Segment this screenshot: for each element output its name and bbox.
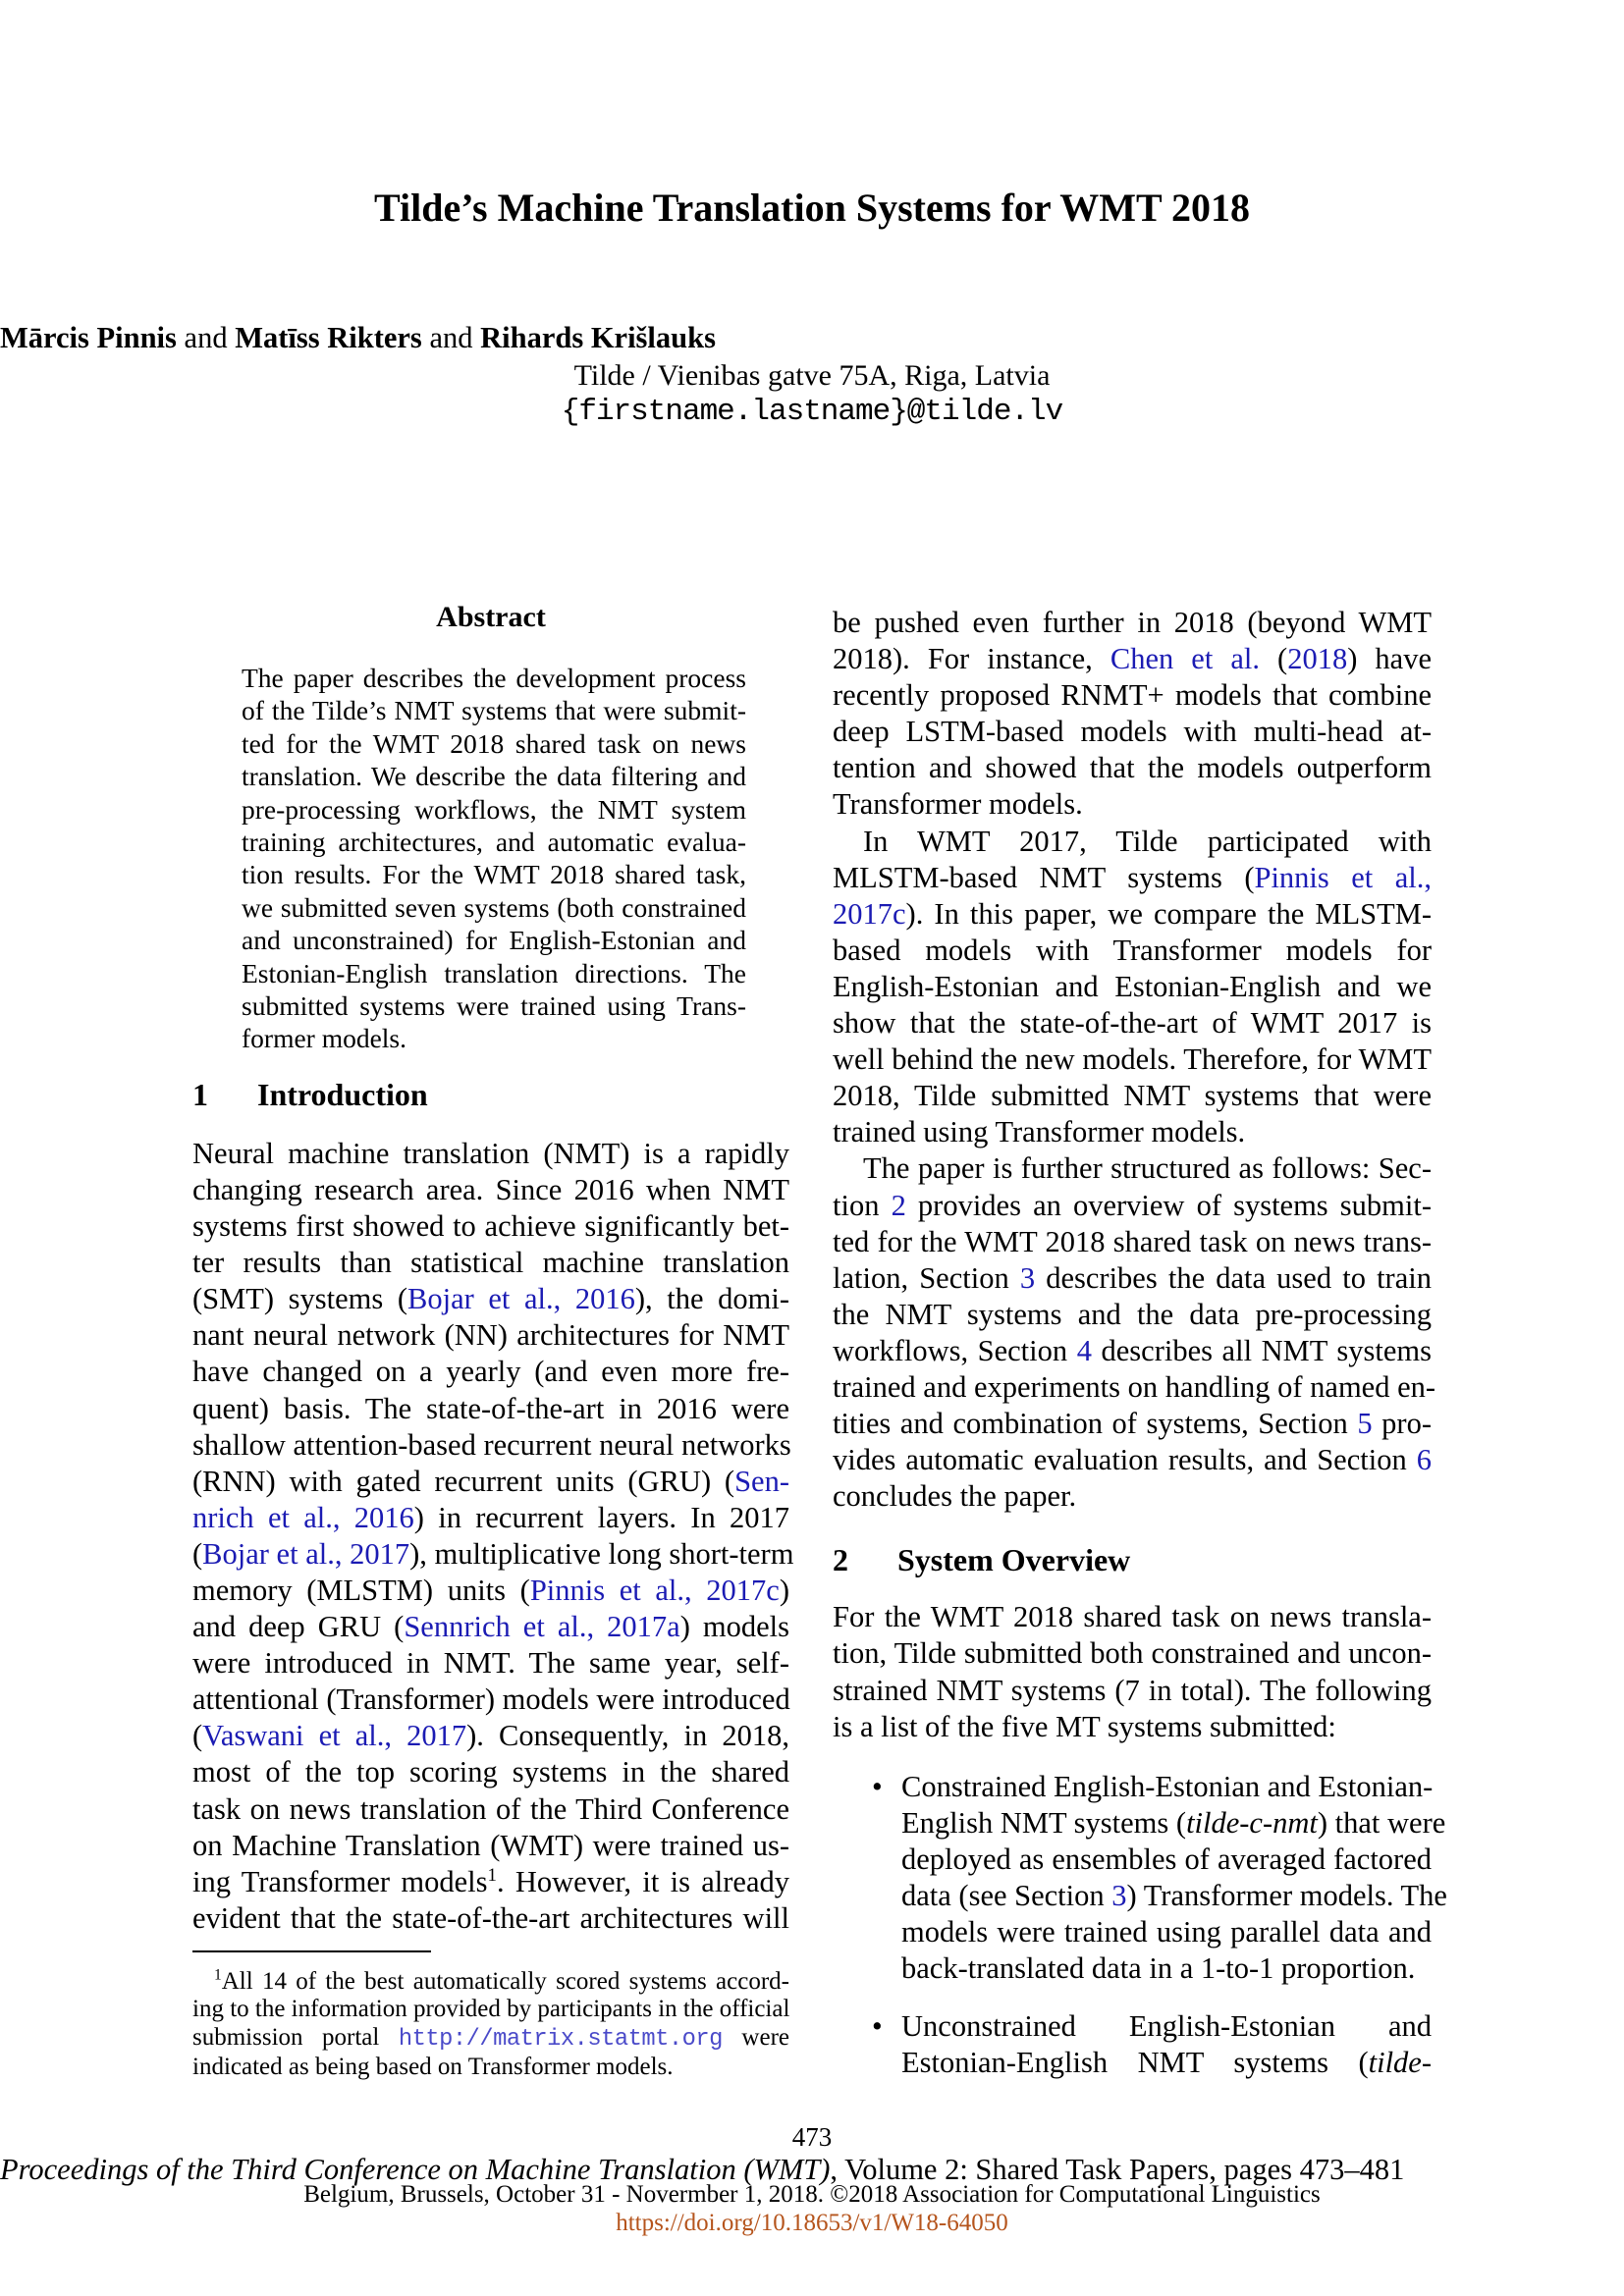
text-line: tention and showed that the models outperform bbox=[833, 751, 1432, 785]
text-line: tities and combination of systems, Section 5 pro- bbox=[833, 1407, 1432, 1441]
citation-link[interactable]: nrich et al., 2016 bbox=[192, 1500, 414, 1534]
text-line: lation, Section 3 describes the data used to train bbox=[833, 1260, 1432, 1295]
text-line: memory (MLSTM) units (Pinnis et al., 2017c) bbox=[192, 1574, 789, 1607]
email-address: {firstname.lastname}@tilde.lv bbox=[561, 395, 1063, 429]
citation-link[interactable]: Sennrich et al., 2017a bbox=[404, 1610, 680, 1644]
text-line: Estonian-English NMT systems (tilde- bbox=[901, 2046, 1432, 2080]
text-line: nrich et al., 2016) in recurrent layers. In 2017 bbox=[192, 1500, 789, 1534]
citation-link[interactable]: Sen- bbox=[734, 1464, 789, 1498]
text-line: trained using Transformer models. bbox=[833, 1115, 1246, 1149]
text-line: ted for the WMT 2018 shared task on news trans- bbox=[833, 1224, 1432, 1258]
text-line: 2018, Tilde submitted NMT systems that were bbox=[833, 1079, 1432, 1113]
text-line: of the Tilde’s NMT systems that were submit- bbox=[242, 695, 746, 726]
section-number: 2 bbox=[833, 1542, 848, 1578]
text-line: English NMT systems (tilde-c-nmt) that were bbox=[901, 1805, 1446, 1840]
text-line: training architectures, and automatic evalua- bbox=[242, 827, 746, 858]
text-line: nant neural network (NN) architectures for NMT bbox=[192, 1318, 789, 1353]
abstract-heading: Abstract bbox=[436, 601, 546, 633]
text-line: (Vaswani et al., 2017). Consequently, in 2018, bbox=[192, 1719, 789, 1753]
text-line: ter results than statistical machine translation bbox=[192, 1246, 789, 1280]
footnote-marker[interactable]: 1 bbox=[214, 1966, 222, 1984]
page-title: Tilde’s Machine Translation Systems for WMT 2018 bbox=[374, 186, 1250, 230]
text-line: the NMT systems and the data pre-processing bbox=[833, 1297, 1432, 1331]
citation-link[interactable]: Pinnis et al., 2017c bbox=[529, 1574, 780, 1607]
text-line: recently proposed RNMT+ models that combine bbox=[833, 678, 1432, 713]
text-line: have changed on a yearly (and even more fre- bbox=[192, 1355, 789, 1389]
bold-text: Mārcis Pinnis bbox=[0, 321, 177, 354]
right-column bbox=[833, 605, 1447, 2081]
text-line: be pushed even further in 2018 (beyond WMT bbox=[833, 606, 1432, 639]
text-line: back-translated data in a 1-to-1 proportion. bbox=[901, 1951, 1416, 1986]
bold-text: Rihards Krišlauks bbox=[480, 321, 716, 354]
text-line: attentional (Transformer) models were introduced bbox=[192, 1682, 790, 1717]
text-line: shallow attention-based recurrent neural networks bbox=[192, 1427, 791, 1462]
text-line: (RNN) with gated recurrent units (GRU) (Sen- bbox=[192, 1464, 789, 1498]
text-line: based models with Transformer models for bbox=[833, 933, 1432, 967]
text-line: is a list of the five MT systems submitted: bbox=[833, 1709, 1336, 1743]
intro-paragraph bbox=[192, 1136, 794, 1937]
text-line: tion, Tilde submitted both constrained and uncon- bbox=[833, 1636, 1432, 1671]
text-line: translation. We describe the data filtering and bbox=[242, 761, 746, 792]
text-line: Constrained English-Estonian and Estonian- bbox=[901, 1769, 1434, 1803]
text-line: workflows, Section 4 describes all NMT systems bbox=[833, 1333, 1432, 1367]
citation-link[interactable]: 4 bbox=[1076, 1333, 1092, 1367]
list-item bbox=[833, 2008, 1432, 2081]
text-line: data (see Section 3) Transformer models. The bbox=[901, 1879, 1447, 1912]
text-line: (SMT) systems (Bojar et al., 2016), the domi- bbox=[192, 1282, 789, 1316]
italic-text: tilde- bbox=[1368, 2046, 1432, 2080]
page-number: 473 bbox=[791, 2122, 833, 2152]
text-line: tion 2 provides an overview of systems submit- bbox=[833, 1188, 1432, 1222]
text-line: In WMT 2017, Tilde participated with bbox=[863, 824, 1432, 858]
text-line: submitted systems were trained using Trans- bbox=[242, 990, 746, 1022]
paragraph bbox=[833, 1150, 1436, 1515]
citation-link[interactable]: 3 bbox=[1111, 1879, 1127, 1912]
text-line: MLSTM-based NMT systems (Pinnis et al., bbox=[833, 860, 1432, 894]
text-line: changing research area. Since 2016 when NMT bbox=[192, 1172, 789, 1206]
section-1-heading bbox=[192, 1077, 789, 1112]
text-line: 2018). For instance, Chen et al. (2018) have bbox=[833, 642, 1432, 676]
text-line: systems first showed to achieve significantly bet- bbox=[192, 1209, 789, 1244]
text-line: 2017c). In this paper, we compare the MLSTM- bbox=[833, 896, 1432, 931]
text-line: well behind the new models. Therefore, for WMT bbox=[833, 1042, 1432, 1077]
section-title: Introduction bbox=[257, 1076, 428, 1112]
text-line: $^1$All 14 of the best automatically scored systems accord- bbox=[214, 1966, 789, 1995]
text-line: Proceedings of the Third Conference on Machine Translation (WMT), Volume 2: Shared Task Papers, pages 473–481 bbox=[0, 2153, 1405, 2186]
section-2-heading bbox=[833, 1542, 1432, 1577]
bullet-text bbox=[901, 1769, 1447, 1988]
footnote-marker[interactable]: 1 bbox=[487, 1864, 497, 1886]
text-line: indicated as being based on Transformer models. bbox=[192, 2054, 674, 2081]
text-line: models were trained using parallel data and bbox=[901, 1915, 1432, 1949]
citation-link[interactable]: Bojar et al., 2017 bbox=[202, 1536, 410, 1571]
citation-link[interactable]: 2018 bbox=[1287, 642, 1348, 676]
citation-link[interactable]: Bojar et al., 2016 bbox=[407, 1282, 635, 1316]
text-line: Unconstrained English-Estonian and bbox=[901, 2009, 1432, 2044]
text-line: tion results. For the WMT 2018 shared task, bbox=[242, 859, 746, 890]
text-line: vides automatic evaluation results, and Section 6 bbox=[833, 1443, 1432, 1477]
paragraph bbox=[833, 605, 1432, 824]
footer-venue: Belgium, Brussels, October 31 - Novermber 1, 2018. ©2018 Association for Computational Linguistics bbox=[303, 2181, 1321, 2208]
url-link[interactable]: http://matrix.statmt.org bbox=[398, 2025, 723, 2053]
italic-text: Proceedings of the Third Conference on Machine Translation (WMT) bbox=[0, 2153, 831, 2186]
bullet-icon: • bbox=[872, 2009, 883, 2044]
text-line: concludes the paper. bbox=[833, 1479, 1077, 1514]
citation-link[interactable]: 5 bbox=[1357, 1407, 1373, 1441]
abstract-body bbox=[192, 662, 789, 1055]
text-line: submission portal http://matrix.statmt.org were bbox=[192, 2023, 789, 2053]
text-line: most of the top scoring systems in the shared bbox=[192, 1755, 789, 1789]
section-title: System Overview bbox=[897, 1542, 1131, 1578]
citation-link[interactable]: Pinnis et al., bbox=[1254, 860, 1432, 894]
text-line: task on news translation of the Third Conference bbox=[192, 1791, 789, 1826]
text-line: The paper is further structured as follows: Sec- bbox=[863, 1151, 1432, 1186]
text-line: The paper describes the development process bbox=[242, 663, 746, 693]
text-line: and deep GRU (Sennrich et al., 2017a) models bbox=[192, 1610, 789, 1644]
text-line: trained and experiments on handling of named en- bbox=[833, 1369, 1436, 1404]
citation-link[interactable]: 3 bbox=[1019, 1260, 1036, 1295]
citation-link[interactable]: Chen et al. bbox=[1110, 642, 1260, 676]
text-line: English-Estonian and Estonian-English and we bbox=[833, 969, 1432, 1003]
footnote bbox=[192, 1968, 789, 2082]
bullet-text bbox=[901, 2008, 1432, 2081]
left-column bbox=[192, 601, 794, 2082]
text-line: Transformer models. bbox=[833, 787, 1083, 822]
text-line: show that the state-of-the-art of WMT 2017 is bbox=[833, 1006, 1432, 1041]
text-line: For the WMT 2018 shared task on news transla- bbox=[833, 1600, 1432, 1634]
bold-text: Matīss Rikters bbox=[235, 321, 422, 354]
text-line: on Machine Translation (WMT) were trained us- bbox=[192, 1828, 789, 1862]
text-line: ted for the WMT 2018 shared task on news bbox=[242, 727, 746, 759]
list-item bbox=[833, 1769, 1447, 1988]
text-line: evident that the state-of-the-art architectures will bbox=[192, 1900, 789, 1935]
bullet-icon: • bbox=[872, 1769, 883, 1803]
text-line: Estonian-English translation directions. The bbox=[242, 957, 746, 988]
italic-text: tilde-c-nmt bbox=[1186, 1805, 1318, 1840]
text-line: Mārcis Pinnis and Matīss Rikters and Rihards Krišlauks bbox=[0, 321, 716, 354]
citation-link[interactable]: 2017c bbox=[833, 896, 906, 931]
authors-line bbox=[0, 320, 1624, 356]
affiliation: Tilde / Vienibas gatve 75A, Riga, Latvia bbox=[573, 359, 1051, 392]
text-line: pre-processing workflows, the NMT system bbox=[242, 793, 746, 825]
text-line: strained NMT systems (7 in total). The following bbox=[833, 1673, 1432, 1707]
text-line: former models. bbox=[242, 1023, 407, 1054]
text-line: we submitted seven systems (both constrained bbox=[242, 891, 746, 923]
text-line: quent) basis. The state-of-the-art in 2016 were bbox=[192, 1391, 789, 1425]
text-line: deployed as ensembles of averaged factored bbox=[901, 1842, 1432, 1876]
text-line: Neural machine translation (NMT) is a rapidly bbox=[192, 1136, 789, 1170]
citation-link[interactable]: 2 bbox=[891, 1188, 906, 1222]
citation-link[interactable]: Vaswani et al., 2017 bbox=[202, 1719, 467, 1753]
text-line: (Bojar et al., 2017), multiplicative long short-term bbox=[192, 1536, 794, 1571]
text-line: deep LSTM-based models with multi-head at- bbox=[833, 715, 1432, 749]
doi-link[interactable]: https://doi.org/10.18653/v1/W18-64050 bbox=[616, 2210, 1008, 2236]
footnote-rule bbox=[192, 1950, 431, 1952]
section-number: 1 bbox=[192, 1076, 208, 1112]
text-line: ing to the information provided by participants in the official bbox=[192, 1996, 790, 2023]
text-line: ing Transformer models$^1$. However, it is already bbox=[192, 1864, 789, 1898]
citation-link[interactable]: 6 bbox=[1416, 1443, 1432, 1477]
text-line: and unconstrained) for English-Estonian and bbox=[242, 925, 746, 956]
paragraph bbox=[833, 824, 1432, 1151]
text-line: were introduced in NMT. The same year, self- bbox=[192, 1646, 789, 1681]
paragraph bbox=[833, 1599, 1432, 1744]
